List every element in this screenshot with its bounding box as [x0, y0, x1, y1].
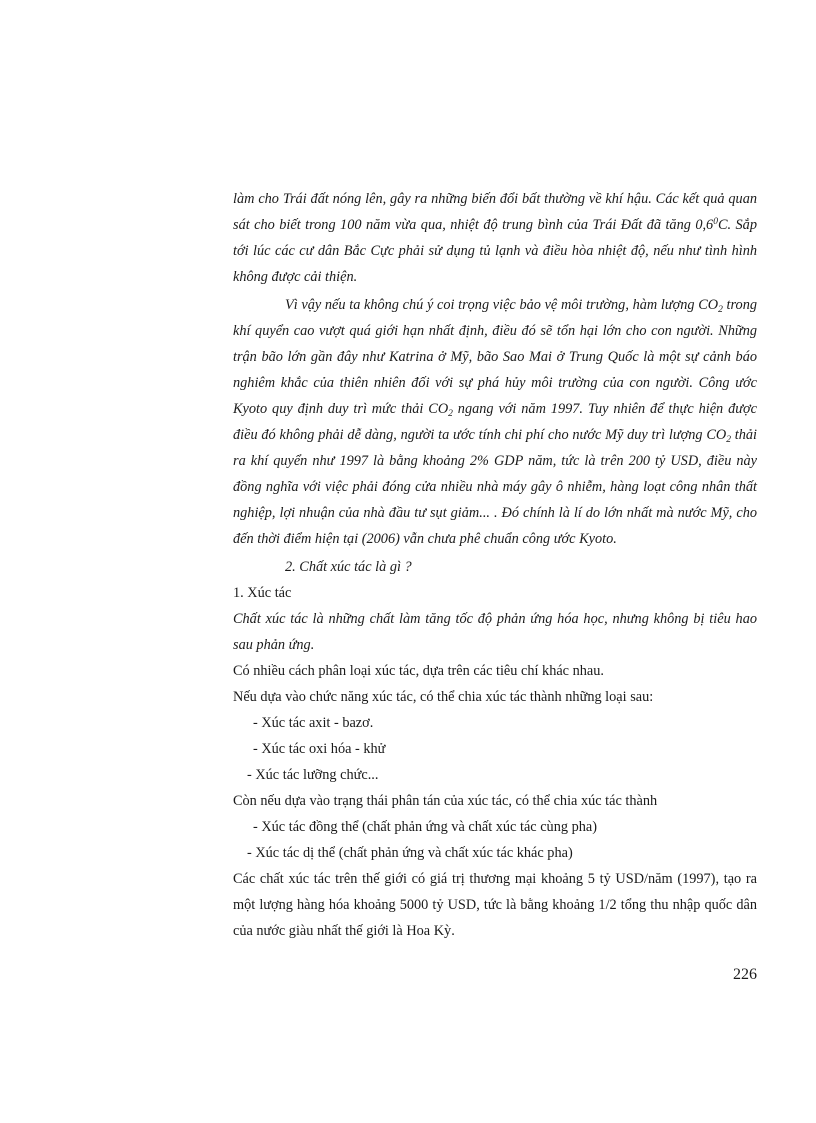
- paragraph-2-text-c: ngang với năm 1997. Tuy nhiên để thực hiện được điều đó không phải dễ dàng, người ta ước tính chi phí cho nước Mỹ duy trì lượng CO: [233, 401, 758, 443]
- subheading-catalysis: 1. Xúc tác: [233, 585, 292, 601]
- list-item-homogeneous: - Xúc tác đồng thể (chất phản ứng và chất xúc tác cùng pha): [253, 819, 597, 835]
- paragraph-2-text-a: Vì vậy nếu ta không chú ý coi trọng việc bảo vệ môi trường, hàm lượng CO: [285, 297, 719, 313]
- closing-paragraph-market: Các chất xúc tác trên thế giới có giá trị thương mại khoảng 5 tỷ USD/năm (1997), tạo ra một lượng hàng hóa khoảng 5000 tỷ USD, tức là bằng khoảng 1/2 tổng thu nhập quốc dân của nước giàu nhất thế giới là Hoa Kỳ.: [233, 871, 757, 939]
- classification-intro: Có nhiều cách phân loại xúc tác, dựa trên các tiêu chí khác nhau.: [233, 663, 604, 679]
- paragraph-2-text-b: trong khí quyển cao vượt quá giới hạn nhất định, điều đó sẽ tổn hại lớn cho con người. Những trận bão lớn gần đây như Katrina ở Mỹ, bão Sao Mai ở Trung Quốc là một sự cảnh báo nghiêm khắc của thiên nhiên đối với sự phá hủy môi trường của con người. Công ước Kyoto quy định duy trì mức thải CO: [233, 297, 757, 417]
- degree-superscript: 0: [713, 217, 718, 227]
- paragraph-climate-warming: [233, 186, 757, 290]
- paragraph-2-text-d: thải ra khí quyển như 1997 là bằng khoảng 2% GDP năm, tức là trên 200 tỷ USD, điều này đồng nghĩa với việc phải đóng cửa nhiều nhà máy gây ô nhiễm, hàng loạt công nhân thất nghiệp, lợi nhuận của nhà đầu tư sụt giảm... . Đó chính là lí do lớn nhất mà nước Mỹ, cho đến thời điểm hiện tại (2006) vẫn chưa phê chuẩn công ước Kyoto.: [233, 427, 757, 547]
- paragraph-environment-kyoto: [233, 292, 757, 552]
- list-item-redox: - Xúc tác oxi hóa - khử: [253, 741, 386, 757]
- co2-subscript-1: 2: [718, 305, 723, 315]
- co2-subscript-3: 2: [726, 435, 731, 445]
- paragraph-1-text-b: C. Sắp tới lúc các cư dân Bắc Cực phải sử dụng tủ lạnh và điều hòa nhiệt độ, nếu như tình hình không được cải thiện.: [233, 217, 757, 285]
- function-classification-intro: Nếu dựa vào chức năng xúc tác, có thể chia xúc tác thành những loại sau:: [233, 689, 654, 705]
- co2-subscript-2: 2: [448, 409, 453, 419]
- list-item-bifunctional: - Xúc tác lưỡng chức...: [247, 767, 379, 783]
- list-item-acid-base: - Xúc tác axit - bazơ.: [253, 715, 374, 731]
- paragraph-1-text-a: làm cho Trái đất nóng lên, gây ra những biến đổi bất thường về khí hậu. Các kết quả quan sát cho biết trong 100 năm vừa qua, nhiệt độ trung bình của Trái Đất đã tăng 0,6: [233, 191, 757, 233]
- page-number: 226: [733, 966, 757, 983]
- catalyst-definition: Chất xúc tác là những chất làm tăng tốc độ phản ứng hóa học, nhưng không bị tiêu hao sau phản ứng.: [233, 611, 757, 653]
- phase-classification-intro: Còn nếu dựa vào trạng thái phân tán của xúc tác, có thể chia xúc tác thành: [233, 793, 658, 809]
- page-body: [233, 186, 757, 944]
- list-item-heterogeneous: - Xúc tác dị thể (chất phản ứng và chất xúc tác khác pha): [247, 845, 573, 861]
- section-heading-catalyst: 2. Chất xúc tác là gì ?: [285, 559, 412, 575]
